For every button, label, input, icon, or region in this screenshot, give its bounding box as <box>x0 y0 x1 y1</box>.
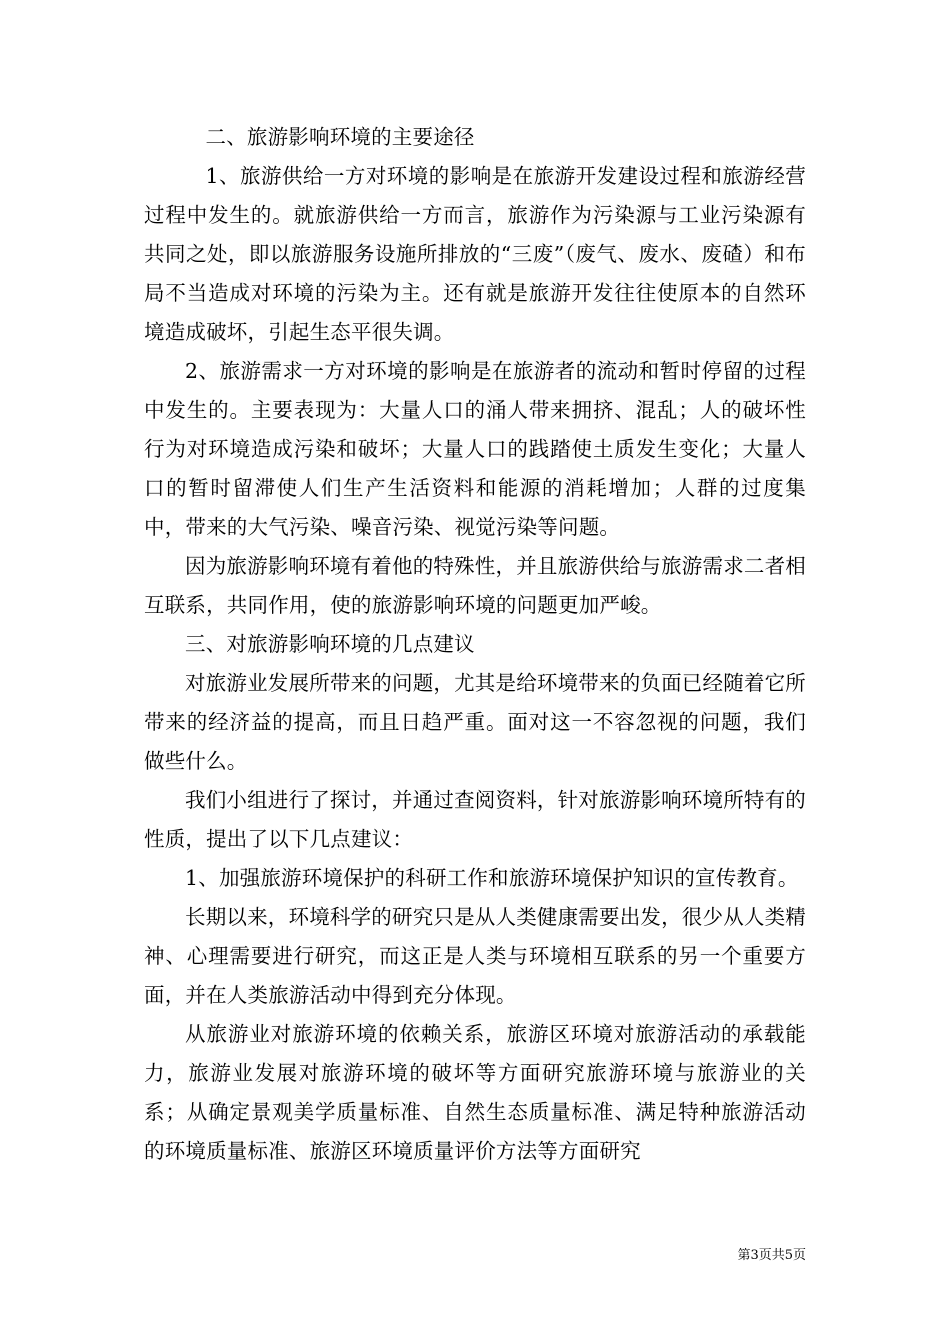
paragraph-problem: 对旅游业发展所带来的问题，尤其是给环境带来的负面已经随着它所带来的经济益的提高，而且日趋严重。面对这一不容忽视的问题，我们做些什么。 <box>144 671 806 773</box>
document-body <box>144 118 806 1171</box>
paragraph-research-directions: 从旅游业对旅游环境的依赖关系，旅游区环境对旅游活动的承载能力，旅游业发展对旅游环境的破坏等方面研究旅游环境与旅游业的关系；从确定景观美学质量标准、自然生态质量标准、满足特种旅游活动的环境质量标准、旅游区环境质量评价方法等方面研究 <box>144 1022 806 1163</box>
page-number: 第3页共5页 <box>737 1248 806 1263</box>
suggestion-1-heading: 1、加强旅游环境保护的科研工作和旅游环境保护知识的宣传教育。 <box>185 866 799 890</box>
paragraph-demand-impact: 2、旅游需求一方对环境的影响是在旅游者的流动和暂时停留的过程中发生的。主要表现为：大量人口的涌人带来拥挤、混乱；人的破坏性行为对环境造成污染和破坏；大量人口的践踏使土质发生变化；大量人口的暂时留滞使人们生产生活资料和能源的消耗增加；人群的过度集中，带来的大气污染、噪音污染、视觉污染等问题。 <box>144 359 806 539</box>
paragraph-group-discussion: 我们小组进行了探讨，并通过查阅资料，针对旅游影响环境所特有的性质，提出了以下几点建议： <box>144 788 806 851</box>
paragraph-research-background: 长期以来，环境科学的研究只是从人类健康需要出发，很少从人类精神、心理需要进行研究，而这正是人类与环境相互联系的另一个重要方面，并在人类旅游活动中得到充分体现。 <box>144 905 806 1007</box>
section-heading-2: 二、旅游影响环境的主要途径 <box>205 125 475 149</box>
section-heading-3: 三、对旅游影响环境的几点建议 <box>185 632 475 656</box>
paragraph-summary: 因为旅游影响环境有着他的特殊性，并且旅游供给与旅游需求二者相互联系，共同作用，使的旅游影响环境的问题更加严峻。 <box>144 554 806 617</box>
paragraph-supply-impact: 1、旅游供给一方对环境的影响是在旅游开发建设过程和旅游经营过程中发生的。就旅游供给一方而言，旅游作为污染源与工业污染源有共同之处，即以旅游服务设施所排放的“三废”（废气、废水、废碴）和布局不当造成对环境的污染为主。还有就是旅游开发往往使原本的自然环境造成破坏，引起生态平很失调。 <box>144 164 806 344</box>
